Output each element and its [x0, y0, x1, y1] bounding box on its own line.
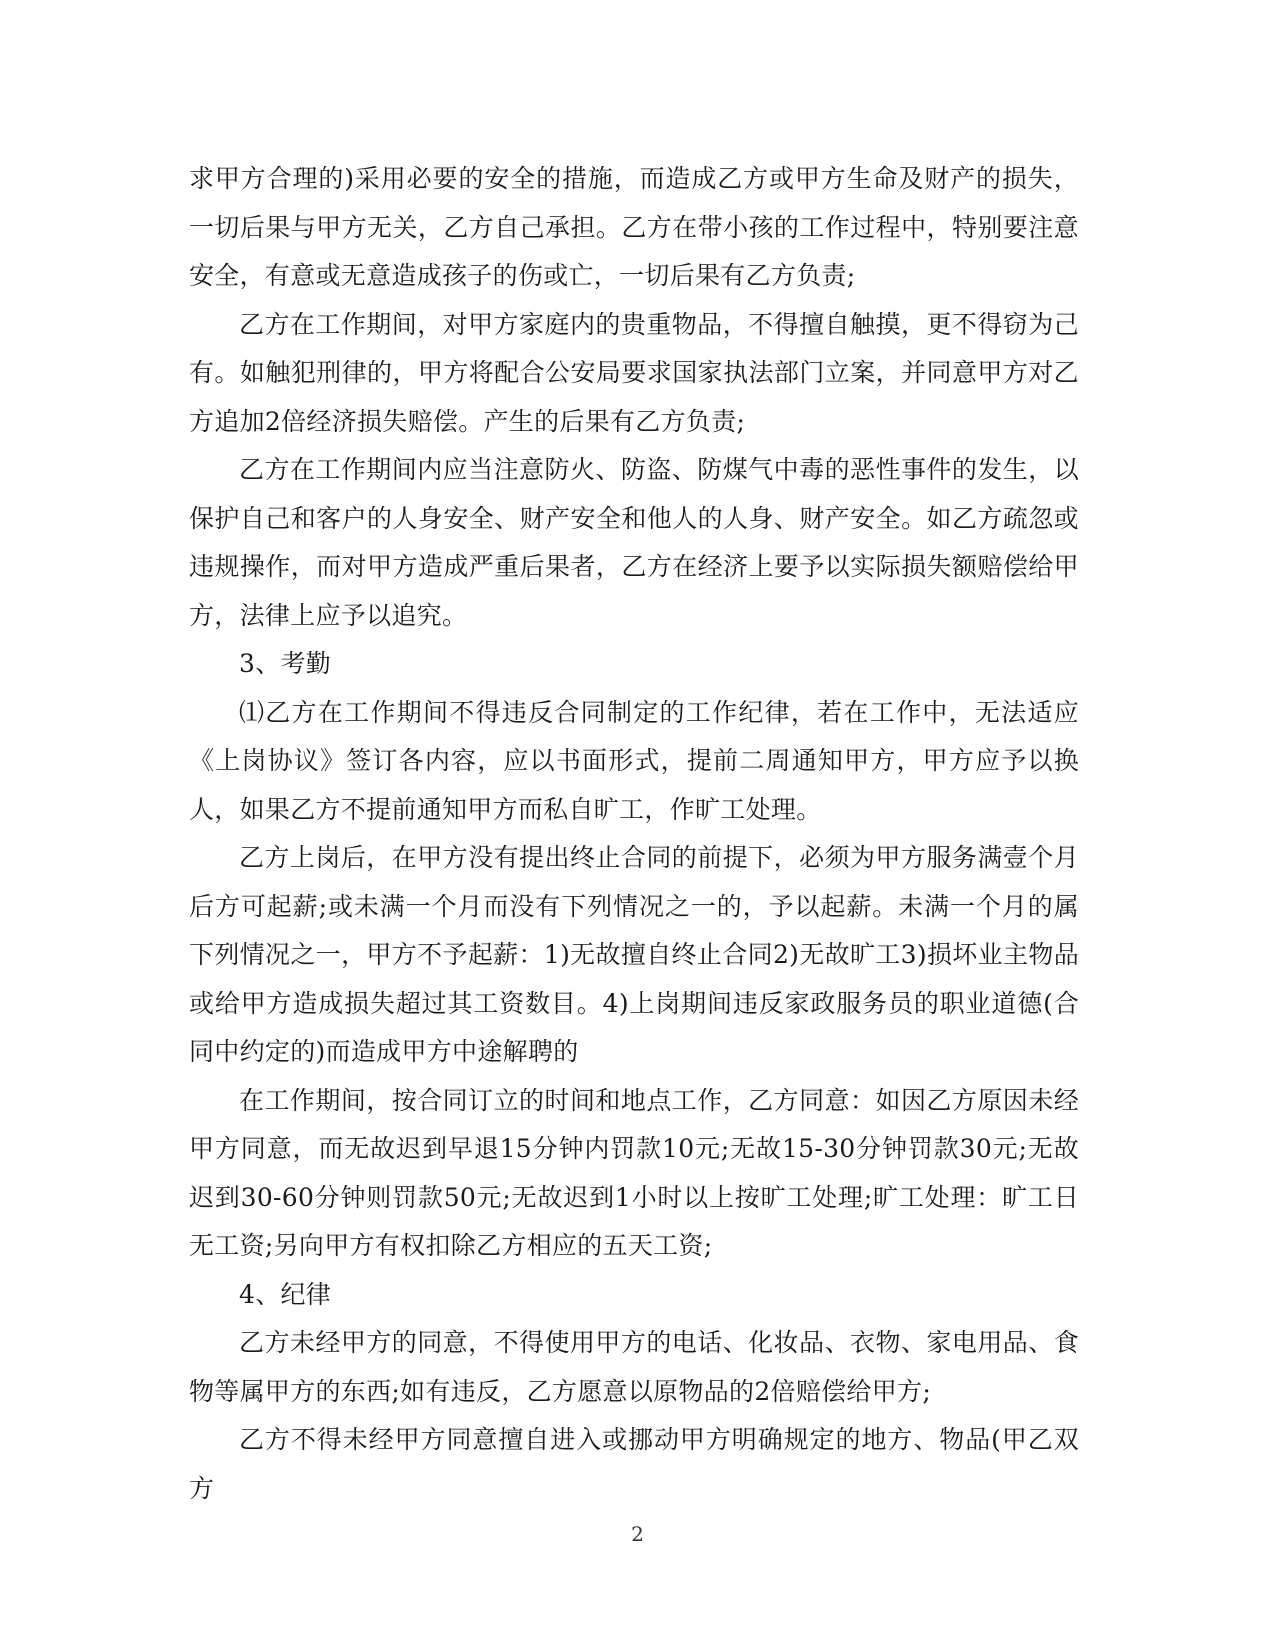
paragraph: 乙方在工作期间，对甲方家庭内的贵重物品，不得擅自触摸，更不得窃为己有。如触犯刑律的，甲方将配合公安局要求国家执法部门立案，并同意甲方对乙方追加2倍经济损失赔偿。产生的后果有乙方负责;: [189, 309, 1079, 436]
page-number: 2: [631, 1522, 644, 1546]
paragraph: 乙方未经甲方的同意，不得使用甲方的电话、化妆品、衣物、家电用品、食物等属甲方的东西;如有违反，乙方愿意以原物品的2倍赔偿给甲方;: [189, 1328, 1079, 1406]
paragraph: 乙方上岗后，在甲方没有提出终止合同的前提下，必须为甲方服务满壹个月后方可起薪;或未满一个月而没有下列情况之一的，予以起薪。未满一个月的属下列情况之一，甲方不予起薪：1)无故擅自终止合同2)无故旷工3)损坏业主物品或给甲方造成损失超过其工资数目。4)上岗期间违反家政服务员的职业道德(合同中约定的)而造成甲方中途解聘的: [189, 843, 1079, 1066]
document-body: [189, 155, 1079, 1513]
section-heading-discipline: 4、纪律: [239, 1279, 332, 1309]
paragraph: 在工作期间，按合同订立的时间和地点工作，乙方同意：如因乙方原因未经甲方同意，而无故迟到早退15分钟内罚款10元;无故15-30分钟罚款30元;无故迟到30-60分钟则罚款50元;无故迟到1小时以上按旷工处理;旷工处理：旷工日无工资;另向甲方有权扣除乙方相应的五天工资;: [189, 1085, 1079, 1260]
section-heading-attendance: 3、考勤: [239, 649, 332, 678]
paragraph: 乙方在工作期间内应当注意防火、防盗、防煤气中毒的恶性事件的发生，以保护自己和客户的人身安全、财产安全和他人的人身、财产安全。如乙方疏忽或违规操作，而对甲方造成严重后果者，乙方在经济上要予以实际损失额赔偿给甲方，法律上应予以追究。: [189, 455, 1079, 630]
paragraph: 乙方不得未经甲方同意擅自进入或挪动甲方明确规定的地方、物品(甲乙双方: [189, 1425, 1079, 1503]
paragraph: 求甲方合理的)采用必要的安全的措施，而造成乙方或甲方生命及财产的损失，一切后果与甲方无关，乙方自己承担。乙方在带小孩的工作过程中，特别要注意安全，有意或无意造成孩子的伤或亡，一切后果有乙方负责;: [189, 164, 1079, 290]
paragraph: ⑴乙方在工作期间不得违反合同制定的工作纪律，若在工作中，无法适应《上岗协议》签订各内容，应以书面形式，提前二周通知甲方，甲方应予以换人，如果乙方不提前通知甲方而私自旷工，作旷工处理。: [189, 697, 1079, 824]
